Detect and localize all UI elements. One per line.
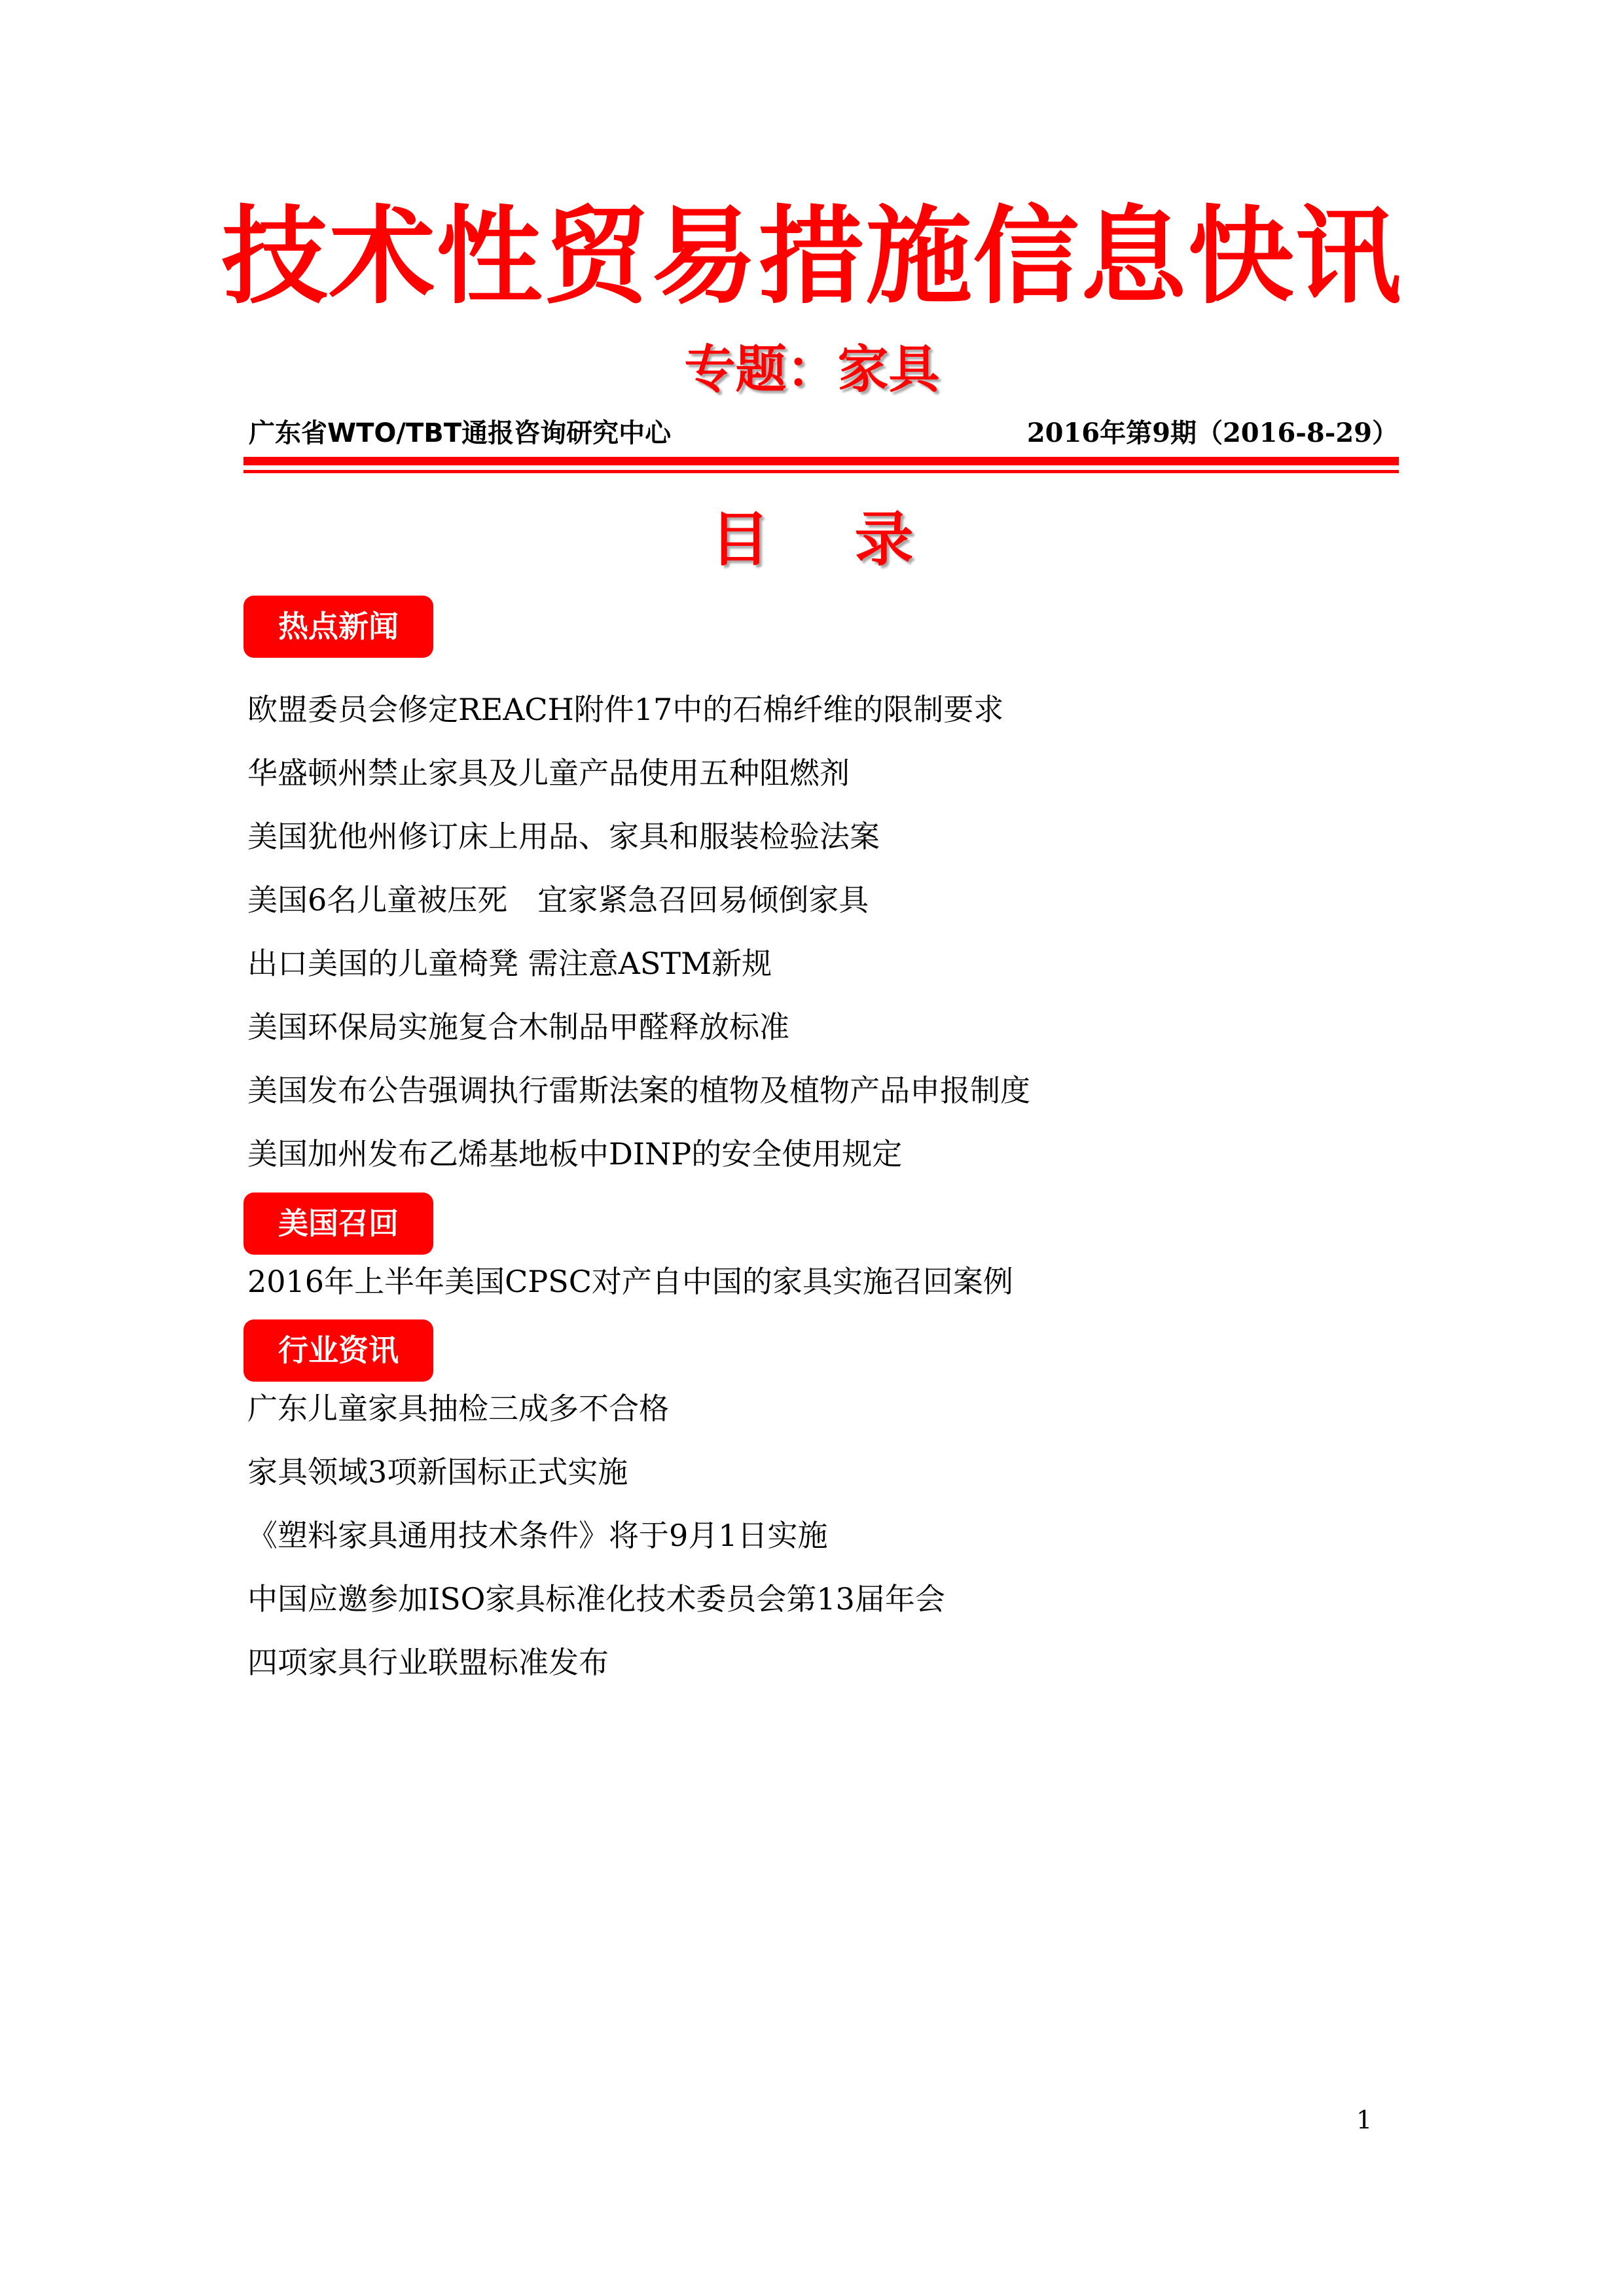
header-rule-thick xyxy=(244,457,1399,465)
toc-item[interactable]: 《塑料家具通用技术条件》将于9月1日实施 xyxy=(247,1518,828,1553)
toc-item[interactable]: 四项家具行业联盟标准发布 xyxy=(247,1645,609,1680)
newsletter-subtitle: 专题：家具 xyxy=(684,340,940,399)
toc-item[interactable]: 美国环保局实施复合木制品甲醛释放标准 xyxy=(247,1009,789,1045)
toc-item[interactable]: 2016年上半年美国CPSC对产自中国的家具实施召回案例 xyxy=(247,1264,1013,1299)
toc-item[interactable]: 欧盟委员会修定REACH附件17中的石棉纤维的限制要求 xyxy=(247,692,1004,727)
toc-item[interactable]: 出口美国的儿童椅凳 需注意ASTM新规 xyxy=(247,946,772,981)
toc-item[interactable]: 美国发布公告强调执行雷斯法案的植物及植物产品申报制度 xyxy=(247,1073,1030,1108)
publisher-name: 广东省WTO/TBT通报咨询研究中心 xyxy=(249,418,672,448)
toc-item[interactable]: 华盛顿州禁止家具及儿童产品使用五种阻燃剂 xyxy=(247,755,850,791)
section-tag-hot-news: 热点新闻 xyxy=(244,596,433,658)
toc-title-left: 目 xyxy=(710,505,770,574)
issue-info: 2016年第9期（2016-8-29） xyxy=(1026,418,1398,448)
toc-title-right: 录 xyxy=(854,505,914,574)
section-tag-industry-news: 行业资讯 xyxy=(244,1319,433,1382)
page-number: 1 xyxy=(1356,2106,1373,2134)
toc-item[interactable]: 家具领域3项新国标正式实施 xyxy=(247,1454,628,1490)
toc-item[interactable]: 美国犹他州修订床上用品、家具和服装检验法案 xyxy=(247,819,880,854)
newsletter-title: 技术性贸易措施信息快讯 xyxy=(221,196,1403,319)
toc-item[interactable]: 美国加州发布乙烯基地板中DINP的安全使用规定 xyxy=(247,1136,903,1172)
header-rule-thin xyxy=(244,470,1399,473)
toc-item[interactable]: 中国应邀参加ISO家具标准化技术委员会第13届年会 xyxy=(247,1581,945,1617)
toc-item[interactable]: 美国6名儿童被压死 宜家紧急召回易倾倒家具 xyxy=(247,882,869,918)
toc-title xyxy=(0,501,1624,579)
toc-item[interactable]: 广东儿童家具抽检三成多不合格 xyxy=(247,1391,669,1426)
section-tag-us-recall: 美国召回 xyxy=(244,1193,433,1255)
